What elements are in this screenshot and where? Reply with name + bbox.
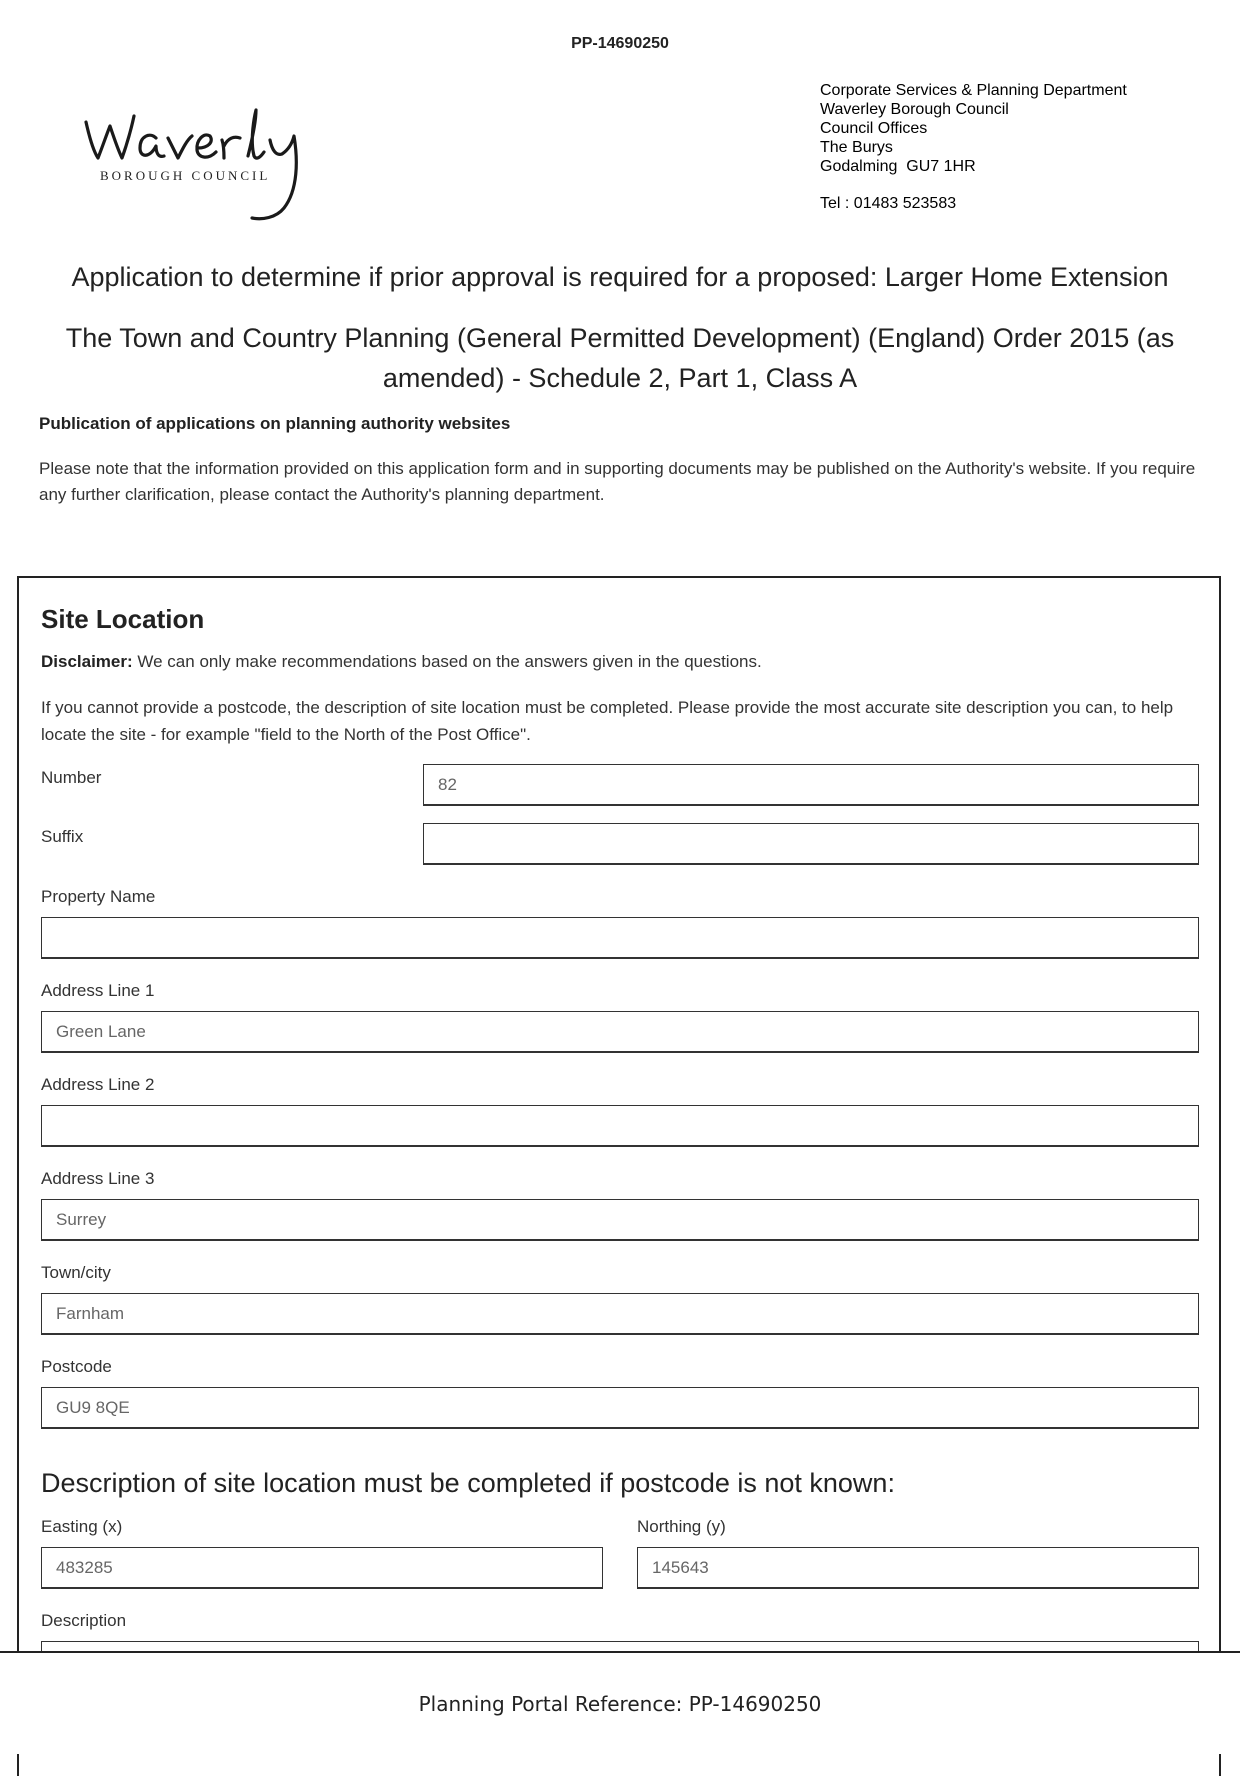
postcode-note: If you cannot provide a postcode, the description of site location must be completed. Please provide the most accurate site description you can, to help locate the site - for example "field to the North of the Post Office".	[41, 698, 1174, 744]
address-line-1-label: Address Line 1	[41, 981, 155, 1000]
address-line-3-field[interactable]: Surrey	[41, 1199, 1199, 1241]
legislation-title: The Town and Country Planning (General Permitted Development) (England) Order 2015 (as amended) - Schedule 2, Part 1, Class A	[65, 323, 1175, 393]
address-line: Council Offices	[820, 120, 928, 137]
property-name-field[interactable]	[41, 917, 1199, 959]
council-address	[820, 81, 1127, 213]
waverley-logo-icon	[80, 100, 320, 230]
address-line-1-field[interactable]: Green Lane	[41, 1011, 1199, 1053]
easting-label: Easting (x)	[41, 1517, 123, 1536]
northing-label: Northing (y)	[637, 1517, 726, 1536]
address-line-2-field[interactable]	[41, 1105, 1199, 1147]
number-field[interactable]: 82	[423, 764, 1199, 806]
waverley-logo	[80, 100, 320, 230]
suffix-label: Suffix	[41, 827, 84, 846]
disclaimer-label: Disclaimer:	[41, 652, 133, 671]
section-title: Site Location	[41, 604, 205, 634]
address-line: Godalming GU7 1HR	[820, 158, 976, 175]
address-line: Corporate Services & Planning Department	[820, 82, 1127, 99]
publication-text: Please note that the information provided on this application form and in supporting documents may be published on the Authority's website. If you require any further clarification, please contact the Authority's planning department.	[39, 459, 1196, 504]
easting-field[interactable]: 483285	[41, 1547, 603, 1589]
property-name-label: Property Name	[41, 887, 156, 906]
site-location-section	[17, 576, 1221, 1776]
postcode-label: Postcode	[41, 1357, 112, 1376]
northing-field[interactable]: 145643	[637, 1547, 1199, 1589]
form-title: Application to determine if prior approval is required for a proposed: Larger Home Extension	[71, 262, 1169, 292]
footer-reference: Planning Portal Reference: PP-14690250	[418, 1692, 822, 1716]
description-heading: Description of site location must be completed if postcode is not known:	[41, 1468, 895, 1498]
publication-heading: Publication of applications on planning authority websites	[39, 414, 511, 433]
number-label: Number	[41, 768, 102, 787]
address-line-3-label: Address Line 3	[41, 1169, 155, 1188]
suffix-field[interactable]	[423, 823, 1199, 865]
telephone: Tel : 01483 523583	[820, 195, 957, 212]
town-city-label: Town/city	[41, 1263, 111, 1282]
description-label: Description	[41, 1611, 127, 1630]
postcode-field[interactable]: GU9 8QE	[41, 1387, 1199, 1429]
address-line: The Burys	[820, 139, 893, 156]
reference-number: PP-14690250	[571, 35, 669, 52]
address-line-2-label: Address Line 2	[41, 1075, 155, 1094]
disclaimer	[41, 652, 762, 672]
footer-divider	[0, 1651, 1240, 1653]
address-line: Waverley Borough Council	[820, 101, 1009, 118]
town-city-field[interactable]: Farnham	[41, 1293, 1199, 1335]
logo-subtitle: BOROUGH COUNCIL	[100, 168, 271, 183]
disclaimer-text: We can only make recommendations based on the answers given in the questions.	[132, 652, 762, 671]
